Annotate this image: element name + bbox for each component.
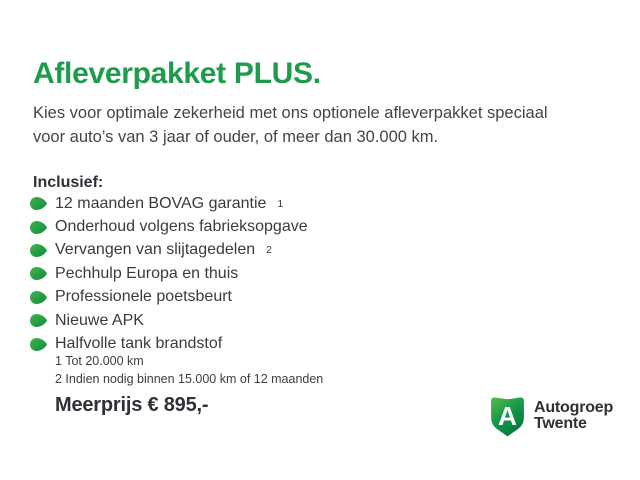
list-item — [30, 262, 319, 285]
leaf-bullet-icon — [30, 314, 47, 327]
leaf-bullet-icon — [30, 244, 47, 257]
included-list — [30, 192, 319, 356]
list-item — [30, 215, 319, 238]
logo — [489, 395, 613, 437]
leaf-bullet-icon — [30, 221, 47, 234]
footnotes — [55, 353, 323, 388]
leaf-bullet-icon — [30, 338, 47, 351]
item-label: 12 maanden BOVAG garantie — [55, 194, 267, 212]
leaf-bullet-icon — [30, 197, 47, 210]
item-label: Pechhulp Europa en thuis — [55, 264, 239, 282]
list-item: 12 maanden BOVAG garantie 1 — [30, 192, 319, 215]
item-label: Professionele poetsbeurt — [55, 288, 232, 306]
logo-monogram: A — [498, 401, 517, 432]
list-item: Vervangen van slijtagedelen 2 — [30, 239, 319, 262]
page-title: Afleverpakket PLUS. — [33, 57, 321, 90]
item-label: Halfvolle tank brandstof — [55, 335, 223, 353]
logo-name — [534, 400, 613, 431]
leaf-bullet-icon — [30, 291, 47, 304]
list-item — [30, 286, 319, 309]
included-heading: Inclusief: — [33, 174, 104, 191]
price-text: Meerprijs € 895,- — [55, 394, 209, 416]
item-label: Nieuwe APK — [55, 311, 144, 329]
list-item — [30, 309, 319, 332]
footnote-line: 2 Indien nodig binnen 15.000 km of 12 maanden — [55, 371, 324, 386]
logo-name-line1: Autogroep — [534, 399, 614, 416]
leaf-bullet-icon — [30, 267, 47, 280]
item-label: Vervangen van slijtagedelen — [55, 241, 256, 259]
footnote-line: 1 Tot 20.000 km — [55, 354, 144, 368]
intro-text: Kies voor optimale zekerheid met ons optionele afleverpakket speciaal voor auto’s van 3 jaar of ouder, of meer dan 30.000 km. — [33, 104, 548, 146]
item-label: Onderhoud volgens fabrieksopgave — [55, 218, 308, 236]
shield-logo-icon — [489, 395, 526, 437]
logo-name-line2: Twente — [534, 414, 587, 432]
